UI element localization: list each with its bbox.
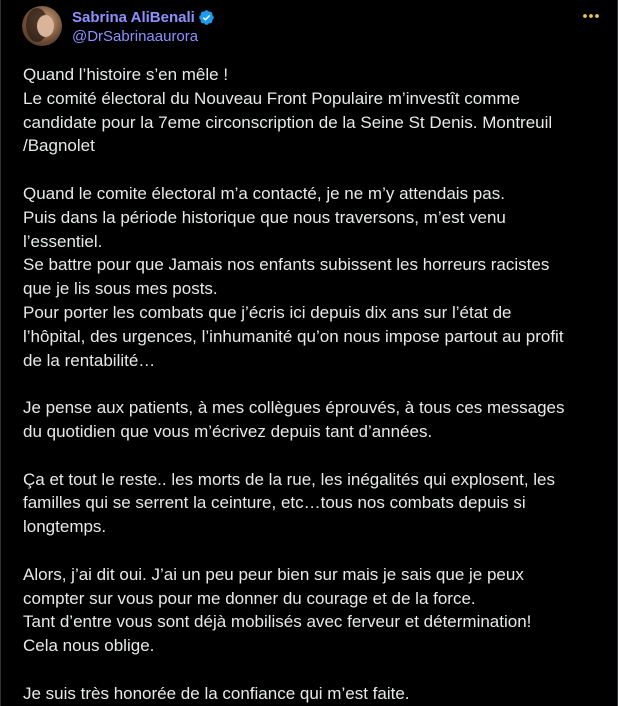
post-text-line: /Bagnolet [23, 136, 95, 156]
paragraph-spacer [23, 658, 603, 682]
avatar[interactable] [22, 6, 62, 46]
post-text-line: Ça et tout le reste.. les morts de la rue, les inégalités qui explosent, les [23, 469, 555, 489]
post-text-line: compter sur vous pour me donner du courage et de la force. [23, 588, 476, 608]
post-text-line: Pour porter les combats que j’écris ici depuis dix ans sur l’état de [23, 302, 512, 322]
post-text-line: familles qui se serrent la ceinture, etc…tous nos combats depuis si [23, 493, 526, 513]
post-text-line: Alors, j’ai dit oui. J’ai un peu peur bien sur mais je sais que je peux [23, 564, 524, 584]
post-text-line: Je pense aux patients, à mes collègues éprouvés, à tous ces messages [23, 398, 565, 418]
paragraph-spacer [23, 539, 603, 563]
post-text-line: Se battre pour que Jamais nos enfants subissent les horreurs racistes [23, 255, 550, 275]
post-text-line: Puis dans la période historique que nous traversons, m’est venu [23, 207, 506, 227]
post-text-line: que je lis sous mes posts. [23, 279, 218, 299]
author-display-name[interactable]: Sabrina AliBenali [72, 8, 195, 26]
name-row [72, 7, 215, 27]
paragraph-spacer [23, 372, 603, 396]
author-handle[interactable]: @DrSabrinaaurora [72, 28, 199, 45]
post-text-line: Je suis très honorée de la confiance qui m’est faite. [23, 683, 410, 703]
tweet-header [22, 4, 601, 48]
post-text-line: de la rentabilité… [23, 350, 156, 370]
more-options-icon [582, 13, 600, 19]
post-text [23, 63, 603, 706]
post-text-line: candidate pour la 7eme circonscription de la Seine St Denis. Montreuil [23, 112, 553, 132]
paragraph-spacer [23, 444, 603, 468]
post-text-line: longtemps. [23, 517, 107, 537]
post-text-line: du quotidien que vous m’écrivez depuis tant d’années. [23, 421, 433, 441]
avatar-face [37, 15, 54, 37]
post-text-line: Tant d’entre vous sont déjà mobilisés avec ferveur et détermination! [23, 612, 532, 632]
author-block [72, 7, 215, 45]
post-text-line: l’hôpital, des urgences, l’inhumanité qu’on nous impose partout au profit [23, 326, 564, 346]
post-text-line: Quand le comite électoral m’a contacté, je ne m’y attendais pas. [23, 183, 505, 203]
verified-badge-icon [198, 9, 215, 26]
more-options-button[interactable] [579, 6, 603, 26]
paragraph-spacer [23, 158, 603, 182]
post-text-line: l’essentiel. [23, 231, 103, 251]
post-text-line: Quand l’histoire s’en mêle ! [23, 65, 229, 84]
post-text-line: Cela nous oblige. [23, 636, 155, 656]
post-text-line: Le comité électoral du Nouveau Front Populaire m’investît comme [23, 88, 521, 108]
